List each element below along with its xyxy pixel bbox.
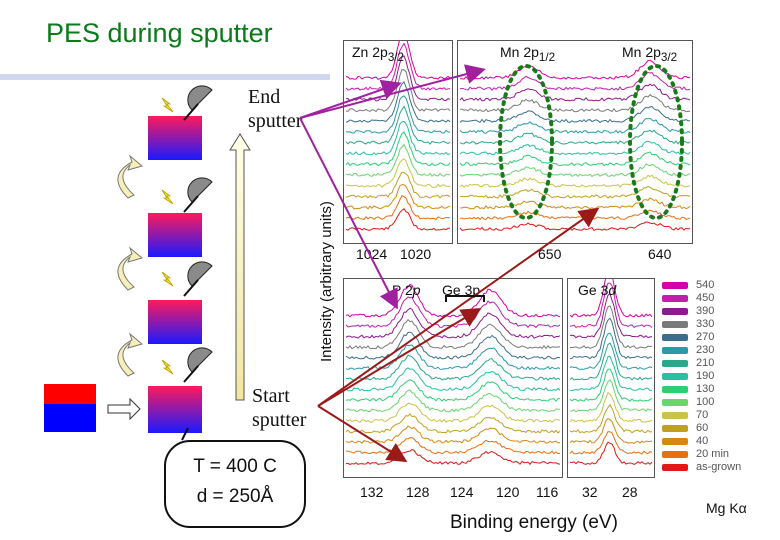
- p-tick-4: 120: [496, 484, 520, 500]
- p-tick-5: 116: [536, 484, 559, 500]
- legend-label: 20 min: [696, 448, 730, 460]
- callout-temperature: T = 400 C: [193, 456, 277, 477]
- start-sputter-label: Start sputter: [252, 385, 307, 431]
- p-label: P 2p: [392, 282, 421, 298]
- zn-tick-1: 1024: [356, 246, 388, 262]
- x-axis-label: Binding energy (eV): [450, 512, 618, 533]
- mn-tick-1: 650: [538, 246, 562, 262]
- mn-ellipse-1: [500, 66, 552, 218]
- mn-tick-2: 640: [648, 246, 672, 262]
- p-tick-1: 132: [360, 484, 384, 500]
- y-axis-label: Intensity (arbitrary units): [318, 201, 335, 362]
- p-tick-3: 124: [450, 484, 474, 500]
- ge-tick-2: 28: [622, 484, 638, 500]
- legend-label: 190: [696, 370, 715, 382]
- start-sputter-arrows: [318, 210, 596, 460]
- end-sputter-label: End sputter: [248, 86, 303, 132]
- xray-source-label: Mg Kα: [706, 500, 747, 516]
- legend-label: 40: [696, 435, 709, 447]
- zn-tick-2: 1020: [400, 246, 432, 262]
- legend-label: 60: [696, 422, 709, 434]
- p-tick-2: 128: [406, 484, 430, 500]
- legend-label: 210: [696, 357, 715, 369]
- mn-label-2: Mn $2p_{3/2}$: [622, 44, 678, 64]
- ge-tick-1: 32: [582, 484, 598, 500]
- callout-thickness: d = 250Å: [196, 486, 274, 507]
- legend-label: 450: [696, 292, 715, 304]
- legend-label: 390: [696, 305, 715, 317]
- ge3d-label: Ge 3d: [578, 282, 617, 298]
- end-sputter-arrows: [300, 70, 482, 306]
- ge3p-label: Ge 3p: [442, 282, 481, 298]
- legend-label: 130: [696, 383, 715, 395]
- callout-pointer: [182, 428, 188, 440]
- mn-label-1: Mn $2p_{1/2}$: [500, 44, 556, 64]
- legend-label: 330: [696, 318, 715, 330]
- legend-label: as-grown: [696, 461, 742, 473]
- legend-label: 540: [696, 279, 715, 291]
- mn-ellipse-2: [630, 66, 682, 218]
- legend-label: 230: [696, 344, 715, 356]
- legend-label: 70: [696, 409, 709, 421]
- legend-label: 270: [696, 331, 715, 343]
- slide-title: PES during sputter: [46, 18, 273, 48]
- zn-label: Zn $2p_{3/2}$: [352, 44, 405, 64]
- legend-label: 100: [696, 396, 715, 408]
- ge3p-bracket: [446, 296, 484, 302]
